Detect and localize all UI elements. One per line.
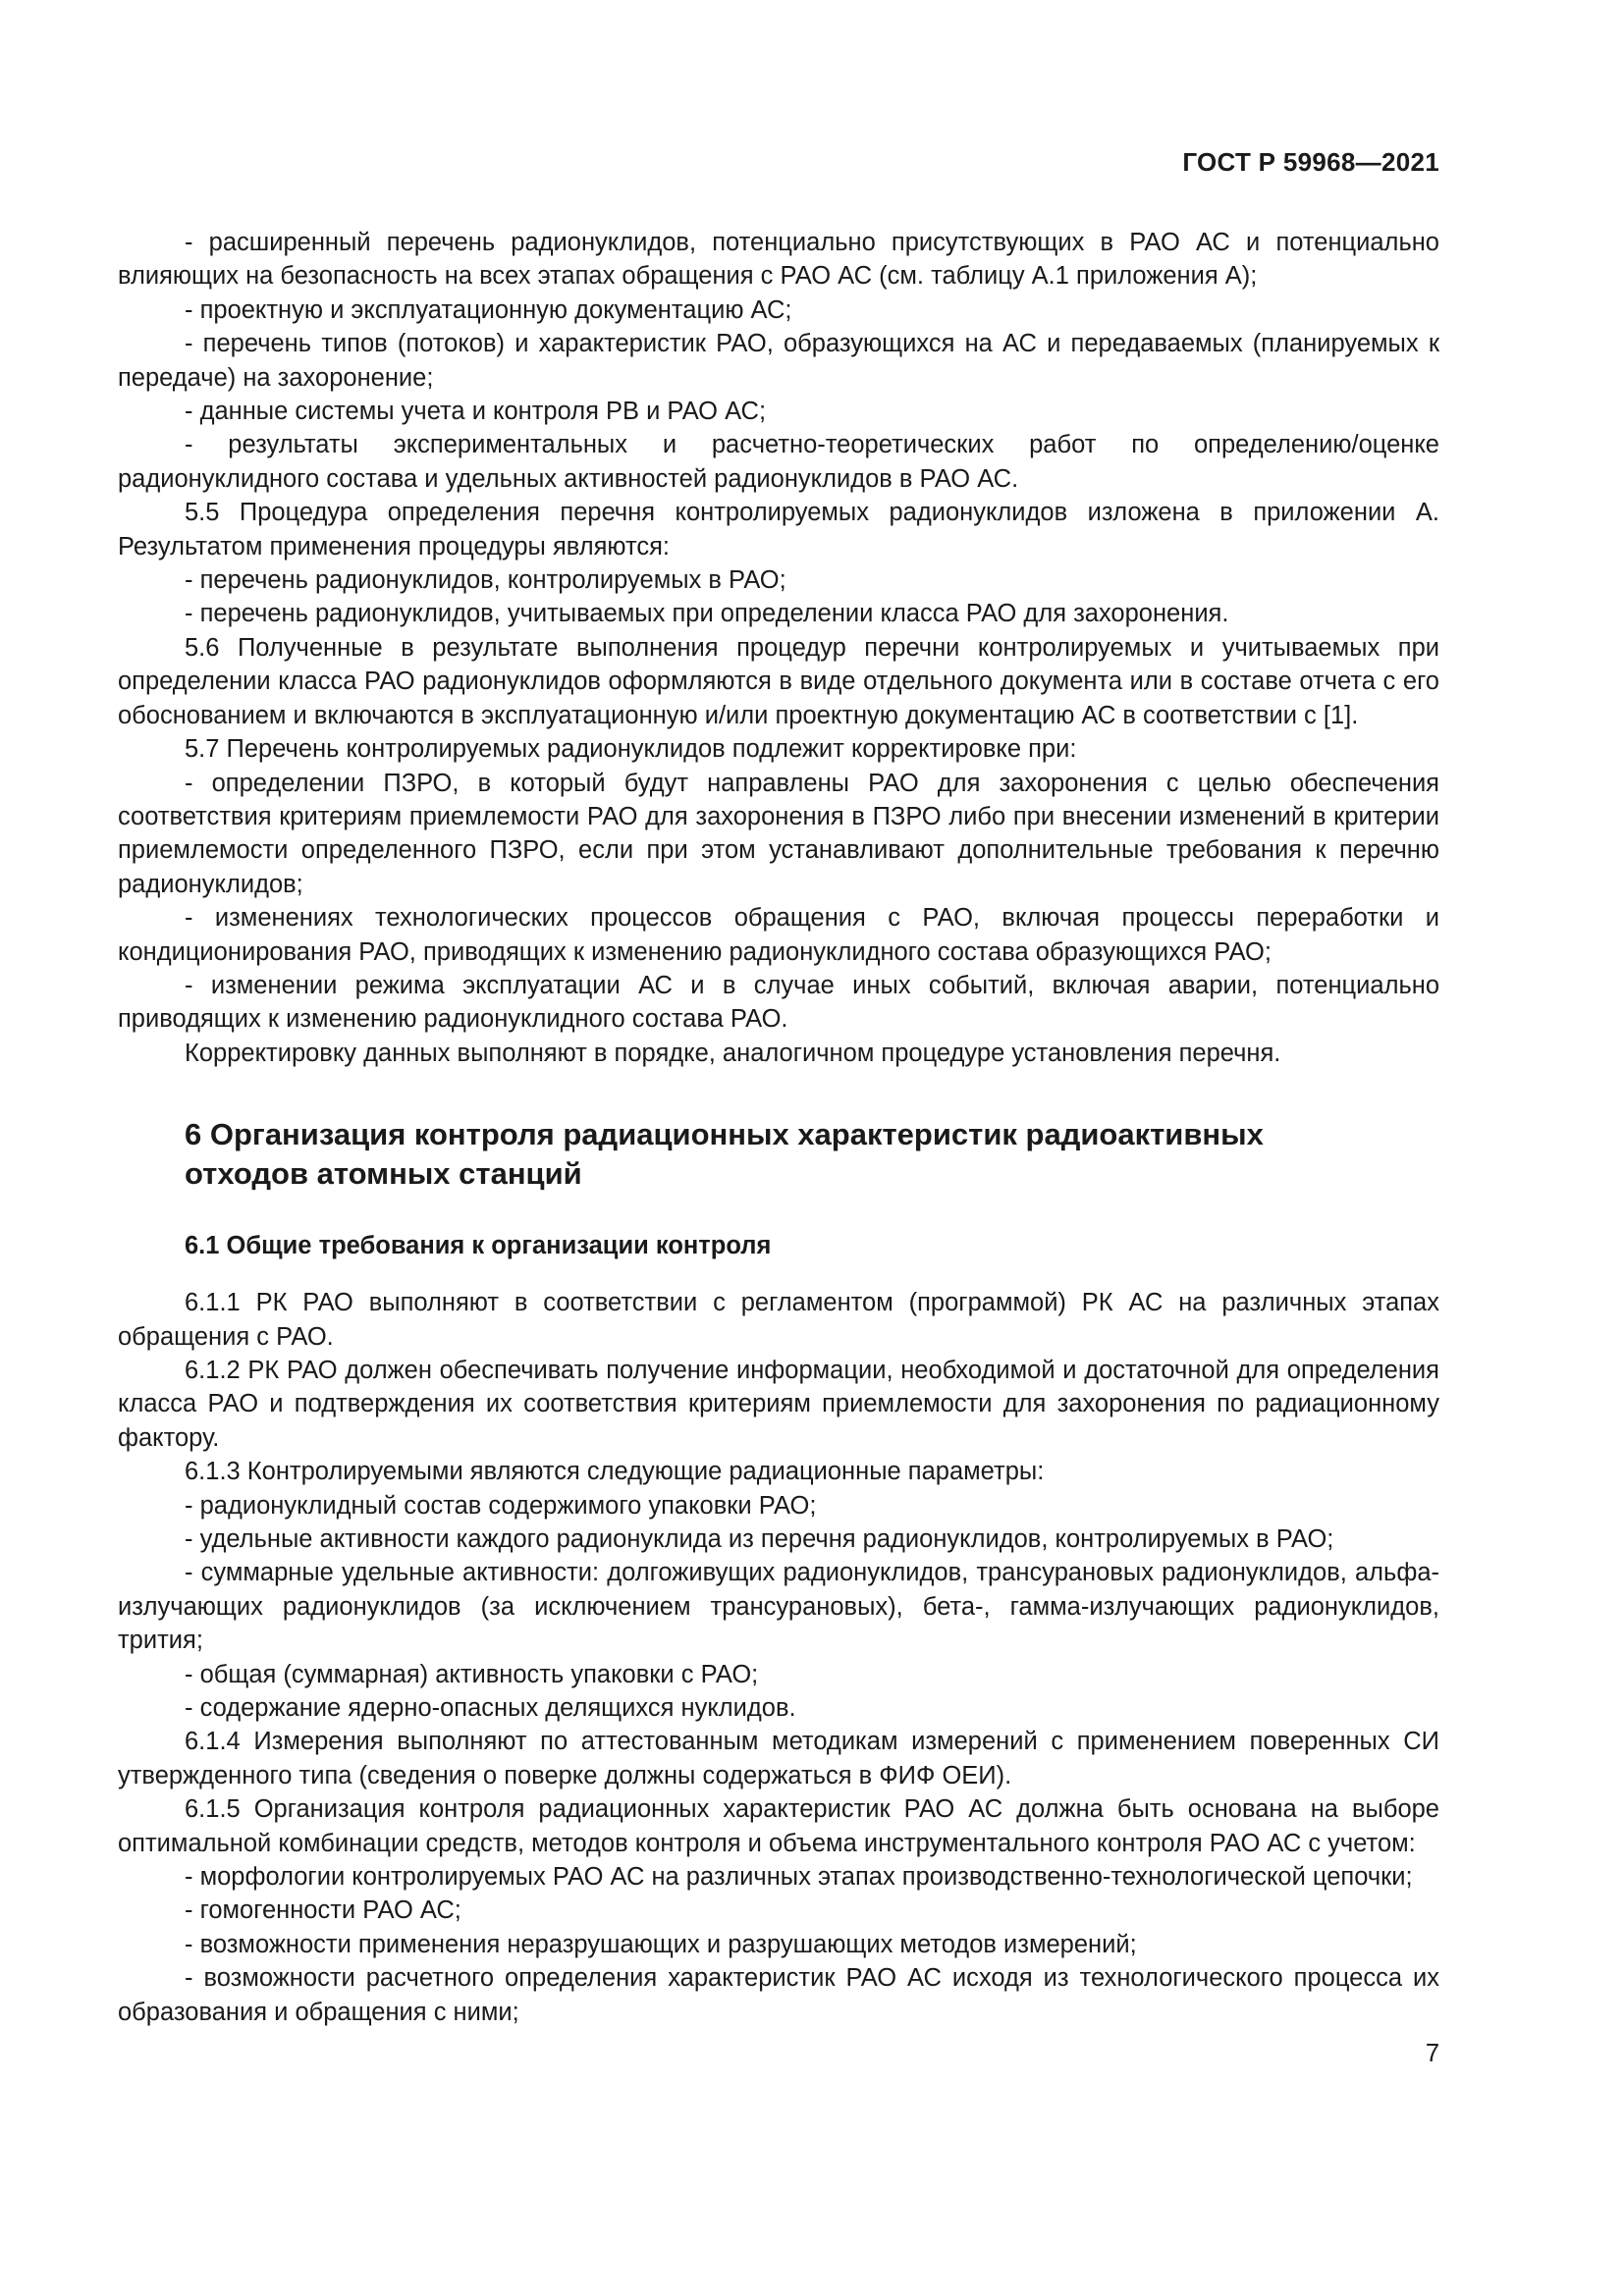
- paragraphs-block-1: [118, 226, 1439, 1070]
- paragraph: 5.6 Полученные в результате выполнения процедур перечни контролируемых и учитываемых при определении класса РАО радионуклидов оформляются в виде отдельного документа или в составе отчета с его обоснованием и включаются в эксплуатационную и/или проектную документацию АС в соответствии с [1].: [118, 633, 1439, 729]
- paragraph: - изменениях технологических процессов обращения с РАО, включая процессы переработки и кондиционирования РАО, приводящих к изменению радионуклидного состава образующихся РАО;: [118, 904, 1439, 966]
- page-number: 7: [1425, 2040, 1439, 2067]
- paragraph: - общая (суммарная) активность упаковки с РАО;: [185, 1660, 759, 1688]
- paragraph: 6.1.2 РК РАО должен обеспечивать получение информации, необходимой и достаточной для определения класса РАО и подтверждения их соответствия критериям приемлемости для захоронения по радиационному фактору.: [118, 1356, 1439, 1452]
- paragraph: Корректировку данных выполняют в порядке, аналогичном процедуре установления перечня.: [185, 1039, 1281, 1067]
- paragraph: - возможности расчетного определения характеристик РАО АС исходя из технологического процесса их образования и обращения с ними;: [118, 1964, 1439, 2026]
- paragraph: - суммарные удельные активности: долгоживущих радионуклидов, трансурановых радионуклидов, альфа-излучающих радионуклидов (за исключением трансурановых), бета-, гамма-излучающих радионуклидов, трития;: [118, 1559, 1439, 1655]
- paragraph: - расширенный перечень радионуклидов, потенциально присутствующих в РАО АС и потенциально влияющих на безопасность на всех этапах обращения с РАО АС (см. таблицу А.1 приложения А);: [118, 229, 1439, 291]
- paragraph: - перечень радионуклидов, учитываемых при определении класса РАО для захоронения.: [185, 600, 1229, 628]
- page-content: [118, 226, 1439, 2029]
- document-header-standard: ГОСТ Р 59968—2021: [1182, 147, 1439, 177]
- paragraph: - результаты экспериментальных и расчетно-теоретических работ по определению/оценке радионуклидного состава и удельных активностей радионуклидов в РАО АС.: [118, 431, 1439, 493]
- section-title-line-1: 6 Организация контроля радиационных характеристик радиоактивных: [185, 1117, 1264, 1152]
- paragraph: 5.7 Перечень контролируемых радионуклидов подлежит корректировке при:: [185, 735, 1077, 764]
- paragraph: 6.1.4 Измерения выполняют по аттестованным методикам измерений с применением поверенных СИ утвержденного типа (сведения о поверке должны содержаться в ФИФ ОЕИ).: [118, 1728, 1439, 1789]
- paragraphs-block-2: [118, 1286, 1439, 2029]
- paragraph: 6.1.3 Контролируемыми являются следующие радиационные параметры:: [185, 1458, 1045, 1486]
- subsection-6-1-title: 6.1 Общие требования к организации контроля: [185, 1232, 772, 1260]
- paragraph: - перечень типов (потоков) и характеристик РАО, образующихся на АС и передаваемых (планируемых к передаче) на захоронение;: [118, 330, 1439, 392]
- paragraph: - перечень радионуклидов, контролируемых в РАО;: [185, 566, 786, 595]
- paragraph: - определении ПЗРО, в который будут направлены РАО для захоронения с целью обеспечения соответствия критериям приемлемости РАО для захоронения в ПЗРО либо при внесении изменений в критерии приемлемости определенного ПЗРО, если при этом устанавливают дополнительные требования к перечню радионуклидов;: [118, 769, 1439, 898]
- paragraph: - данные системы учета и контроля РВ и РАО АС;: [185, 398, 767, 426]
- paragraph: - гомогенности РАО АС;: [185, 1896, 461, 1925]
- section-6-title: [118, 1115, 1439, 1194]
- paragraph: - возможности применения неразрушающих и разрушающих методов измерений;: [185, 1930, 1137, 1958]
- paragraph: - содержание ядерно-опасных делящихся нуклидов.: [185, 1694, 796, 1723]
- paragraph: 6.1.5 Организация контроля радиационных характеристик РАО АС должна быть основана на выборе оптимальной комбинации средств, методов контроля и объема инструментального контроля РАО АС с учетом:: [118, 1795, 1439, 1857]
- paragraph: 6.1.1 РК РАО выполняют в соответствии с регламентом (программой) РК АС на различных этапах обращения с РАО.: [118, 1289, 1439, 1351]
- section-title-line-2: отходов атомных станций: [185, 1156, 582, 1192]
- paragraph: - удельные активности каждого радионуклида из перечня радионуклидов, контролируемых в РАО;: [185, 1525, 1334, 1553]
- paragraph: - радионуклидный состав содержимого упаковки РАО;: [185, 1491, 817, 1520]
- paragraph: - проектную и эксплуатационную документацию АС;: [185, 295, 792, 324]
- paragraph: 5.5 Процедура определения перечня контролируемых радионуклидов изложена в приложении А. Результатом применения процедуры являются:: [118, 499, 1439, 561]
- paragraph: - морфологии контролируемых РАО АС на различных этапах производственно-технологической цепочки;: [185, 1863, 1413, 1892]
- paragraph: - изменении режима эксплуатации АС и в случае иных событий, включая аварии, потенциально приводящих к изменению радионуклидного состава РАО.: [118, 971, 1439, 1034]
